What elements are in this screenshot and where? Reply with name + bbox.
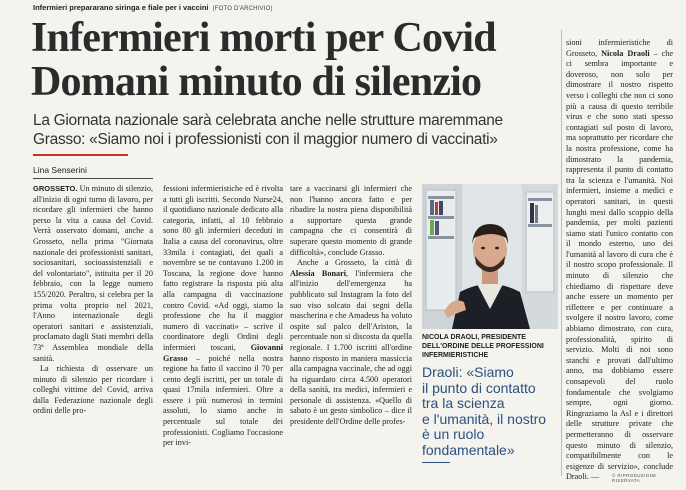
portrait-photo	[422, 184, 558, 329]
pull-quote-line: il punto di contatto	[422, 379, 536, 396]
byline-divider	[33, 178, 153, 179]
paragraph: tare a vaccinarsi gli infermieri che non l'hanno ancora fatto e per ribadire la nostra piena disponibilità a supportare questa grande campagna che ci consentirà di superare questo momento di grande difficoltà», conclude Grasso.	[290, 184, 412, 257]
text-run: – che ci sembra importante e doveroso, non solo per dimostrare il nostro rispetto verso i colleghi che non ci sono più a causa di questo terribile virus e che sono stati spesso contagiati sul posto di lavoro, ma soprattutto per ricordare che la nostra professione, come ha dimostrato la pandemia, rappresenta il punto di contatto tra la scienza e l'umanità. Noi infermieri, insieme a medici e operatori sanitari, in questi lunghi mesi dallo scoppio della pandemia, per molti pazienti siamo stati l'unico contatto con il mondo esterno, uno dei l'umanità al lavoro di cura che è il nostro scopo professionale. Il minuto di silenzio che chiediamo di rispettare deve anche essere un momento per riflettere e per continuare a svolgere il nostro lavoro, come abbiamo dimostrato, con cura, professionalità, spirito di servizio. Molti di noi sono stanchi e provati dall'ultimo anno, ma dobbiamo essere consapevoli del ruolo fondamentale che svolgiamo sempre, ogni giorno. Ringraziamo la Asl e i direttori delle strutture private che permetteranno di osservare questo minuto di silenzio, compatibilmente con le esigenze di servizio», conclude Draoli.	[566, 48, 673, 482]
pull-quote-line: tra la scienza	[422, 395, 505, 411]
pull-quote-line: e l'umanità, il nostro	[422, 410, 547, 427]
subhead-line-2: Grasso: «Siamo noi i professionisti con il maggior numero di vaccinati»	[33, 131, 498, 148]
person-name: Alessia Bonari	[290, 268, 347, 278]
person-name: Giovanni Grasso	[163, 342, 283, 363]
paragraph: La richiesta di osservare un minuto di silenzio per ricordare i colleghi vittime del Covid, arriva dalla Federazione nazionale degli ordini delle pro-	[33, 364, 153, 416]
photo-caption-line: INFERMIERISTICHE	[422, 352, 489, 359]
subhead-line-1: La Giornata nazionale sarà celebrata anche nelle strutture maremmane	[33, 112, 503, 129]
top-photo-caption	[33, 3, 273, 12]
headline	[31, 16, 551, 104]
article-column-3	[290, 184, 412, 428]
photo-caption-line: DELL'ORDINE DELLE PROFESSIONI	[422, 343, 544, 350]
byline: Lina Senserini	[33, 165, 87, 175]
pull-quote-line: Draoli: «Siamo	[422, 364, 514, 380]
portrait-illustration	[422, 184, 558, 329]
headline-line-1: Infermieri morti per Covid	[31, 15, 496, 61]
photo-credit: (FOTO D'ARCHIVIO)	[212, 6, 273, 12]
paragraph	[566, 38, 673, 483]
pull-quote-line: è un ruolo	[422, 426, 485, 442]
end-mark: —	[591, 472, 600, 482]
copyright-notice: © RIPRODUZIONE RISERVATA	[612, 473, 657, 483]
subheadline	[33, 111, 543, 149]
text-run: , l'infermiera che all'inizio dell'emergenza ha pubblicato sul Instagram la foto del suo viso solcato dai segni della mascherina e che Amadeus ha voluto ospite sul palco dell'Ariston, la percentuale non si discosta da quella regionale. I 1.700 iscritti all'ordine hanno risposto in maniera massiccia alla campagna vaccinale, che ad oggi ha riguardato circa 4.500 operatori della sanità, tra medici, infermieri e personale di assistenza. «Quello di sabato è un gesto simbolico – dice il presidente dell'Ordine delle profes-	[290, 268, 412, 427]
article-column-1	[33, 184, 153, 417]
top-caption-text: Infermieri prepararano siringa e fiale per i vaccini	[33, 3, 209, 12]
headline-line-2: Domani minuto di silenzio	[31, 59, 482, 105]
person-name: Nicola Draoli	[601, 48, 650, 58]
paragraph	[290, 258, 412, 428]
accent-rule	[33, 154, 128, 156]
pull-quote	[422, 365, 562, 458]
text-run: Un minuto di silenzio, all'inizio di ogni turno di lavoro, per ricordare gli infermieri che hanno perso la vita a causa del Covid. Verrà osservato domani, anche a Grosseto, nella prima	[33, 184, 153, 246]
paragraph	[163, 184, 283, 449]
article-column-2	[163, 184, 283, 449]
text-run: fessioni infermieristiche ed è rivolta a tutti gli iscritti. Secondo Nurse24, il quotidiano nazionale dedicato alla categoria, infatti, al 10 febbraio sono 80 gli infermieri deceduti in Italia a causa del coronavirus, oltre 33mila i contagiati, dei quali a novembre se ne contavano 1.200 in Toscana, la regione dove hanno fatto registrare la risposta più alta alla campagna di vaccinazione contro Covid. «Ad oggi, siamo la professione che ha il maggior numero di vaccinati» – scrive il coordinatore degli Ordini degli infermieri toscani,	[163, 184, 283, 352]
text-run: sioni infermieristiche di Grosseto,	[566, 38, 673, 58]
text-run-italic: "Giornata nazionale dei professionisti sanitari, sociosanitari, socioassistenziali e del volontariato"	[33, 236, 153, 278]
article-column-4	[566, 38, 673, 483]
photo-caption-line: NICOLA DRAOLI, PRESIDENTE	[422, 334, 526, 341]
dateline: GROSSETO.	[33, 184, 78, 193]
text-run: , istituita per il 20 febbraio, con la legge numero 155/2020. Peraltro, si celebra per la prima volta proprio nel 2021, l'Anno internazionale degli operatori sanitari e assistenziali, proclamato dagli Stati membri della 73ª Assemblea mondiale della sanità.	[33, 268, 153, 363]
pull-quote-line: fondamentale»	[422, 441, 515, 458]
text-run: – poiché nella nostra regione ha fatto il vaccino il 70 per cento degli iscritti, per un totale di quasi 17mila infermieri. Oltre a essere i più numerosi in termini assoluti, lo siamo anche in percentuale sul totale dei professionisti. Cogliamo l'occasione per invi-	[163, 353, 283, 448]
text-run: Anche a Grosseto, la città di	[297, 258, 412, 268]
pull-quote-rule	[422, 462, 450, 463]
photo-caption	[422, 333, 558, 360]
paragraph	[33, 184, 153, 364]
